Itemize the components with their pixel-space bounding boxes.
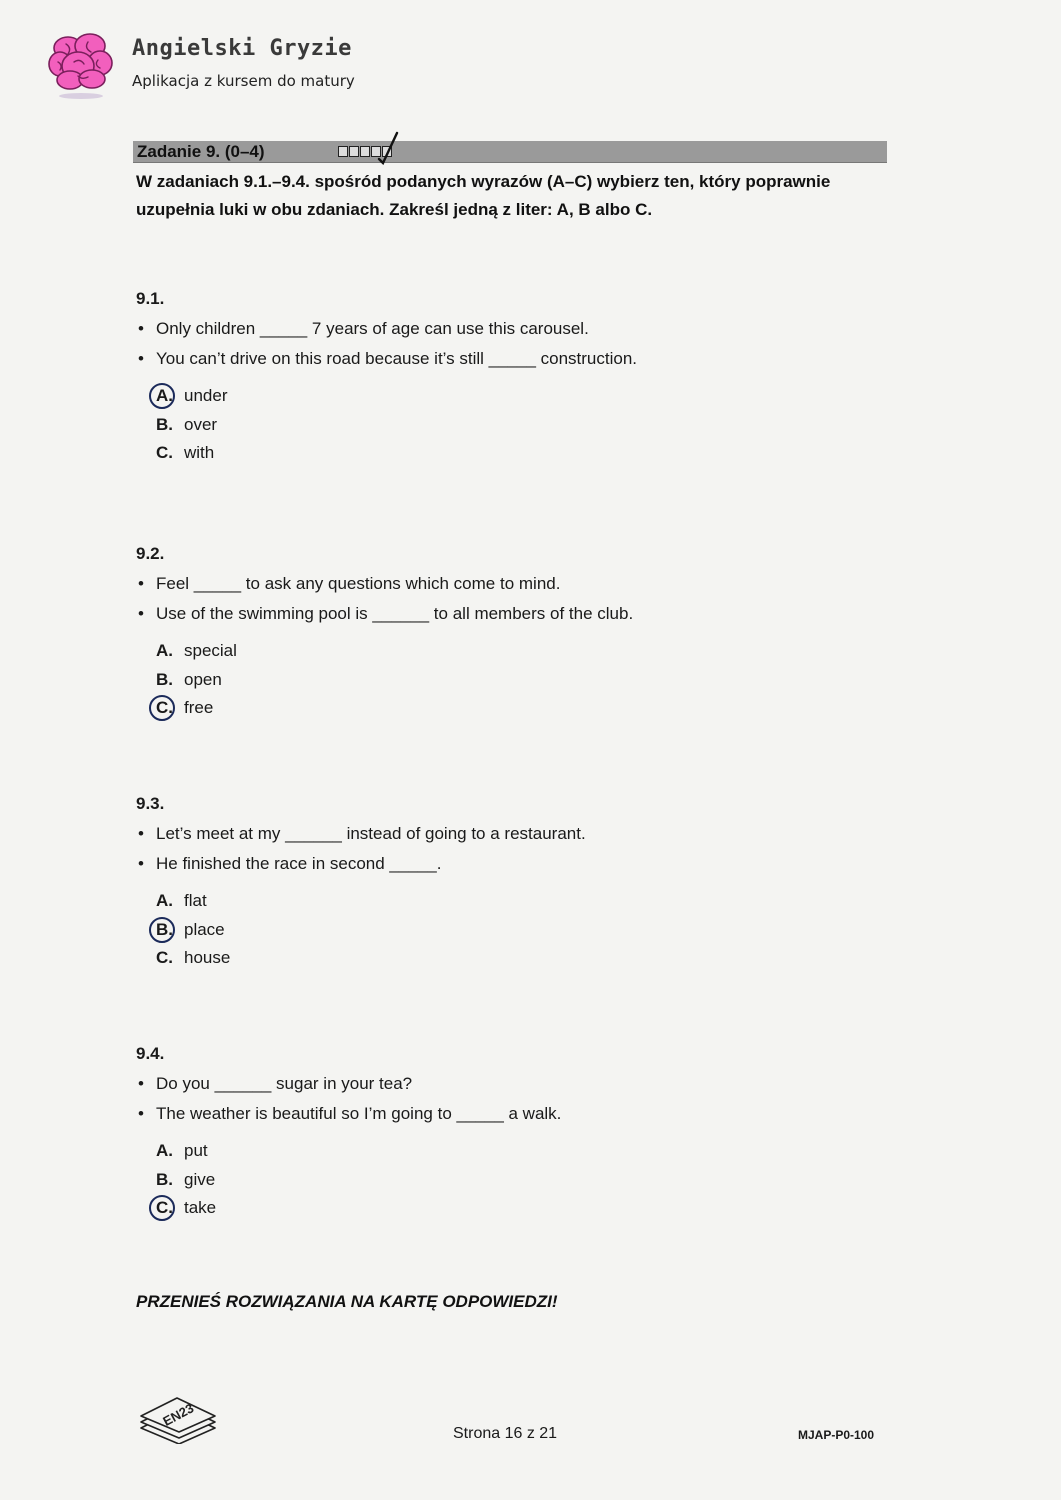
option-c[interactable] — [156, 944, 856, 973]
option-letter: B. — [156, 1169, 173, 1189]
transfer-note: PRZENIEŚ ROZWIĄZANIA NA KARTĘ ODPOWIEDZI! — [136, 1292, 558, 1311]
page-number: Strona 16 z 21 — [453, 1425, 558, 1442]
answer-circle — [149, 383, 175, 409]
sentence — [136, 599, 856, 629]
task-instructions: W zadaniach 9.1.–9.4. spośród podanych wyrazów (A–C) wybierz ten, który poprawnie uzupełnia luki w obu zdaniach. Zakreśl jedną z liter: A, B albo C. — [136, 172, 831, 219]
question-number: 9.4. — [136, 1044, 165, 1063]
brand-subtitle: Aplikacja z kursem do matury — [132, 72, 355, 90]
option-text: place — [184, 919, 225, 939]
sentence-text: Do you ______ sugar in your tea? — [156, 1074, 413, 1093]
option-a[interactable] — [156, 637, 856, 666]
option-text: under — [184, 386, 228, 405]
option-b[interactable] — [156, 1166, 856, 1195]
answer-circle — [149, 695, 175, 721]
answer-options — [156, 637, 856, 723]
option-letter: A. — [156, 386, 173, 405]
sentence — [136, 819, 856, 849]
answer-options — [156, 887, 856, 973]
option-text: open — [184, 669, 222, 689]
answer-circle — [149, 1195, 175, 1221]
option-text: flat — [184, 891, 207, 910]
sentence-text: Let’s meet at my ______ instead of going to a restaurant. — [156, 824, 586, 843]
sentence-text: The weather is beautiful so I’m going to _____ a walk. — [156, 1104, 562, 1123]
option-letter: A. — [156, 1141, 173, 1160]
option-text: special — [184, 641, 237, 660]
exam-logo-icon — [137, 1388, 219, 1444]
bullet-icon: • — [138, 574, 144, 593]
option-letter: B. — [156, 919, 173, 939]
sentence-text: Feel _____ to ask any questions which come to mind. — [156, 574, 561, 593]
question-9-4 — [136, 1039, 856, 1223]
score-box — [349, 146, 359, 157]
option-text: take — [184, 1198, 217, 1217]
bullet-icon: • — [138, 319, 144, 338]
task-title: Zadanie 9. (0–4) — [137, 142, 265, 161]
answer-options — [156, 1137, 856, 1223]
checkmark-icon — [377, 131, 399, 165]
brain-icon — [48, 30, 114, 100]
option-b[interactable] — [156, 666, 856, 695]
task-header-bar — [133, 141, 887, 163]
option-b[interactable] — [156, 916, 856, 945]
answer-options — [156, 382, 856, 468]
sentence — [136, 1069, 856, 1099]
option-text: free — [184, 698, 214, 717]
exam-logo-text: EN23 — [160, 1400, 197, 1429]
bullet-icon: • — [138, 349, 144, 368]
option-letter: B. — [156, 414, 173, 434]
bullet-icon: • — [138, 824, 144, 843]
option-a[interactable] — [156, 382, 856, 411]
option-letter: A. — [156, 641, 173, 660]
sentence — [136, 1099, 856, 1129]
option-letter: B. — [156, 669, 173, 689]
brand-header — [48, 30, 408, 110]
option-c[interactable] — [156, 439, 856, 468]
sentence-text: He finished the race in second _____. — [156, 854, 442, 873]
option-text: give — [184, 1169, 216, 1189]
sentence — [136, 849, 856, 879]
document-code: MJAP-P0-100 — [798, 1428, 875, 1442]
option-c[interactable] — [156, 1194, 856, 1223]
sentence-text: You can’t drive on this road because it’s still _____ construction. — [156, 349, 638, 368]
option-letter: C. — [156, 698, 173, 717]
option-text: with — [184, 443, 215, 462]
option-letter: C. — [156, 1198, 173, 1217]
score-box — [360, 146, 370, 157]
answer-circle — [149, 917, 175, 943]
question-9-1 — [136, 284, 856, 468]
question-number: 9.1. — [136, 289, 165, 308]
option-c[interactable] — [156, 694, 856, 723]
option-a[interactable] — [156, 1137, 856, 1166]
option-text: over — [184, 414, 218, 434]
bullet-icon: • — [138, 1074, 144, 1093]
option-letter: A. — [156, 891, 173, 910]
question-number: 9.2. — [136, 544, 165, 563]
brand-title: Angielski Gryzie — [132, 36, 352, 61]
bullet-icon: • — [138, 1104, 144, 1123]
bullet-icon: • — [138, 854, 144, 873]
option-letter: C. — [156, 948, 173, 967]
question-9-3 — [136, 789, 856, 973]
sentence-text: Use of the swimming pool is ______ to all members of the club. — [156, 604, 634, 623]
option-b[interactable] — [156, 411, 856, 440]
sentence — [136, 314, 856, 344]
option-a[interactable] — [156, 887, 856, 916]
option-letter: C. — [156, 443, 173, 462]
option-text: house — [184, 948, 231, 967]
score-box — [338, 146, 348, 157]
sentence — [136, 344, 856, 374]
option-text: put — [184, 1141, 208, 1160]
bullet-icon: • — [138, 604, 144, 623]
question-number: 9.3. — [136, 794, 165, 813]
question-9-2 — [136, 539, 856, 723]
sentence-text: Only children _____ 7 years of age can use this carousel. — [156, 319, 589, 338]
sentence — [136, 569, 856, 599]
